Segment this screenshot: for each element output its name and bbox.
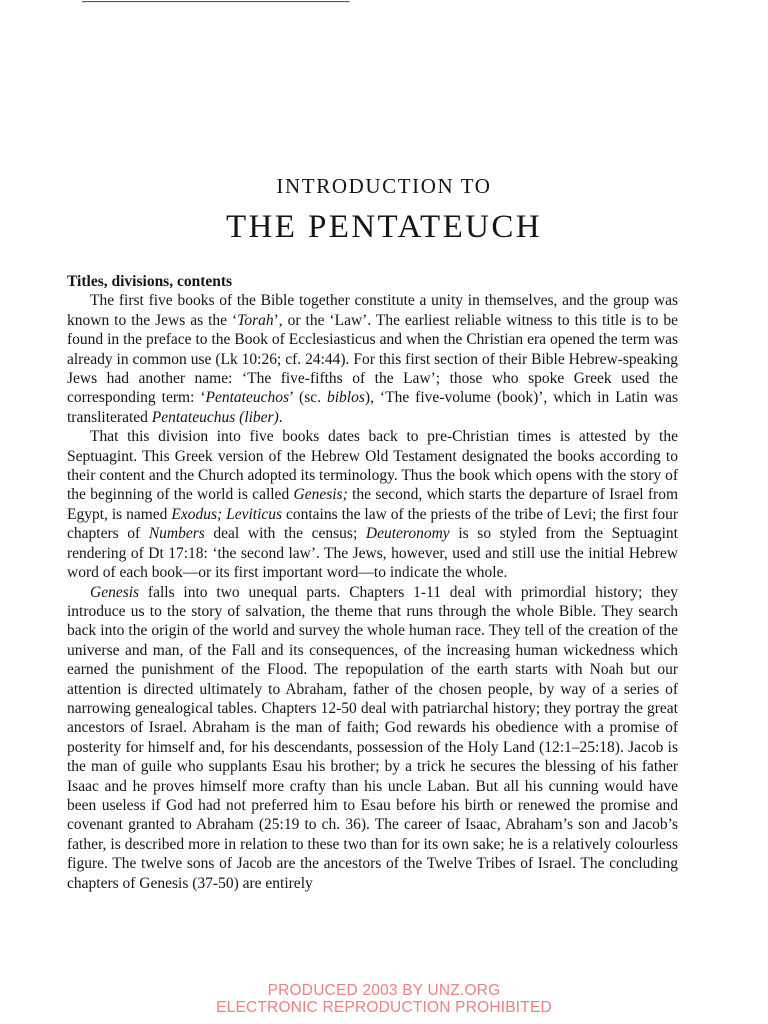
- watermark-line-2: ELECTRONIC REPRODUCTION PROHIBITED: [216, 999, 552, 1016]
- heading-introduction-to: INTRODUCTION TO: [276, 174, 492, 198]
- italic-term: Exodus; Leviticus: [171, 505, 283, 523]
- top-rule: [82, 1, 350, 3]
- italic-term: Numbers: [148, 525, 205, 543]
- italic-term: Genesis: [90, 583, 140, 601]
- watermark: [0, 982, 768, 1016]
- italic-term: Pentateuchos: [205, 389, 290, 407]
- body-text: [67, 272, 678, 893]
- italic-term: Deuteronomy: [365, 525, 450, 543]
- italic-term: Pentateuchus (liber): [151, 408, 279, 426]
- paragraph-genesis: Genesis falls into two unequal parts. Chapters 1-11 deal with primordial history; they introduce us to the story of salvation, the theme that runs through the whole Bible. They search back into the origin of the world and survey the whole human race. They tell of the creation of the universe and man, of the Fall and its consequences, of the increasing human wickedness which earned the punishment of the Flood. The repopulation of the earth starts with Noah but our attention is directed ultimately to Abraham, father of the chosen people, by way of a series of narrowing genealogical tables. Chapters 12-50 deal with patriarchal history; they portray the great ancestors of Israel. Abraham is the man of faith; God rewards his obedience with a promise of posterity for himself and, for his descendants, possession of the Holy Land (12:1–25:18). Jacob is the man of guile who supplants Esau his brother; by a trick he secures the blessing of his father Isaac and he proves himself more crafty than his uncle Laban. But all his cunning would have been useless if God had not preferred him to Esau before his birth or renewed the promise and covenant granted to Abraham (25:19 to ch. 36). The career of Isaac, Abraham’s son and Jacob’s father, is described more in relation to these two than for its own sake; he is a relatively colourless figure. The twelve sons of Jacob are the ancestors of the Twelve Tribes of Israel. The concluding chapters of Genesis (37-50) are entirely: [67, 583, 678, 892]
- paragraph-divisions: That this division into five books dates back to pre-Christian times is attested by the Septuagint. This Greek version of the Hebrew Old Testament designated the books according to their content and the Church adopted its terminology. Thus the book which opens with the story of the beginning of the world is called Genesis; the second, which starts the departure of Israel from Egypt, is named Exodus; Leviticus contains the law of the priests of the tribe of Levi; the first four chapters of Numbers deal with the census; Deuteronomy is so styled from the Septuagint rendering of Dt 17:18: ‘the second law’. The Jews, however, used and still use the initial Hebrew word of each book—or its first important word—to indicate the whole.: [67, 428, 678, 582]
- italic-term: biblos: [327, 389, 365, 407]
- italic-term: Torah: [237, 311, 274, 329]
- paragraph-titles: The first five books of the Bible together constitute a unity in themselves, and the group was known to the Jews as the ‘Torah’, or the ‘Law’. The earliest reliable witness to this title is to be found in the preface to the Book of Ecclesiasticus and when the Christian era opened the term was already in common use (Lk 10:26; cf. 24:44). For this first section of their Bible Hebrew-speaking Jews had another name: ‘The five-fifths of the Law’; those who spoke Greek used the corresponding term: ‘Pentateuchos’ (sc. biblos), ‘The five-volume (book)’, which in Latin was transliterated Pentateuchus (liber).: [67, 292, 678, 426]
- section-heading: Titles, divisions, contents: [67, 273, 233, 290]
- page-title: THE PENTATEUCH: [225, 209, 543, 245]
- italic-term: Genesis;: [293, 486, 348, 504]
- watermark-line-1: PRODUCED 2003 BY UNZ.ORG: [267, 982, 501, 999]
